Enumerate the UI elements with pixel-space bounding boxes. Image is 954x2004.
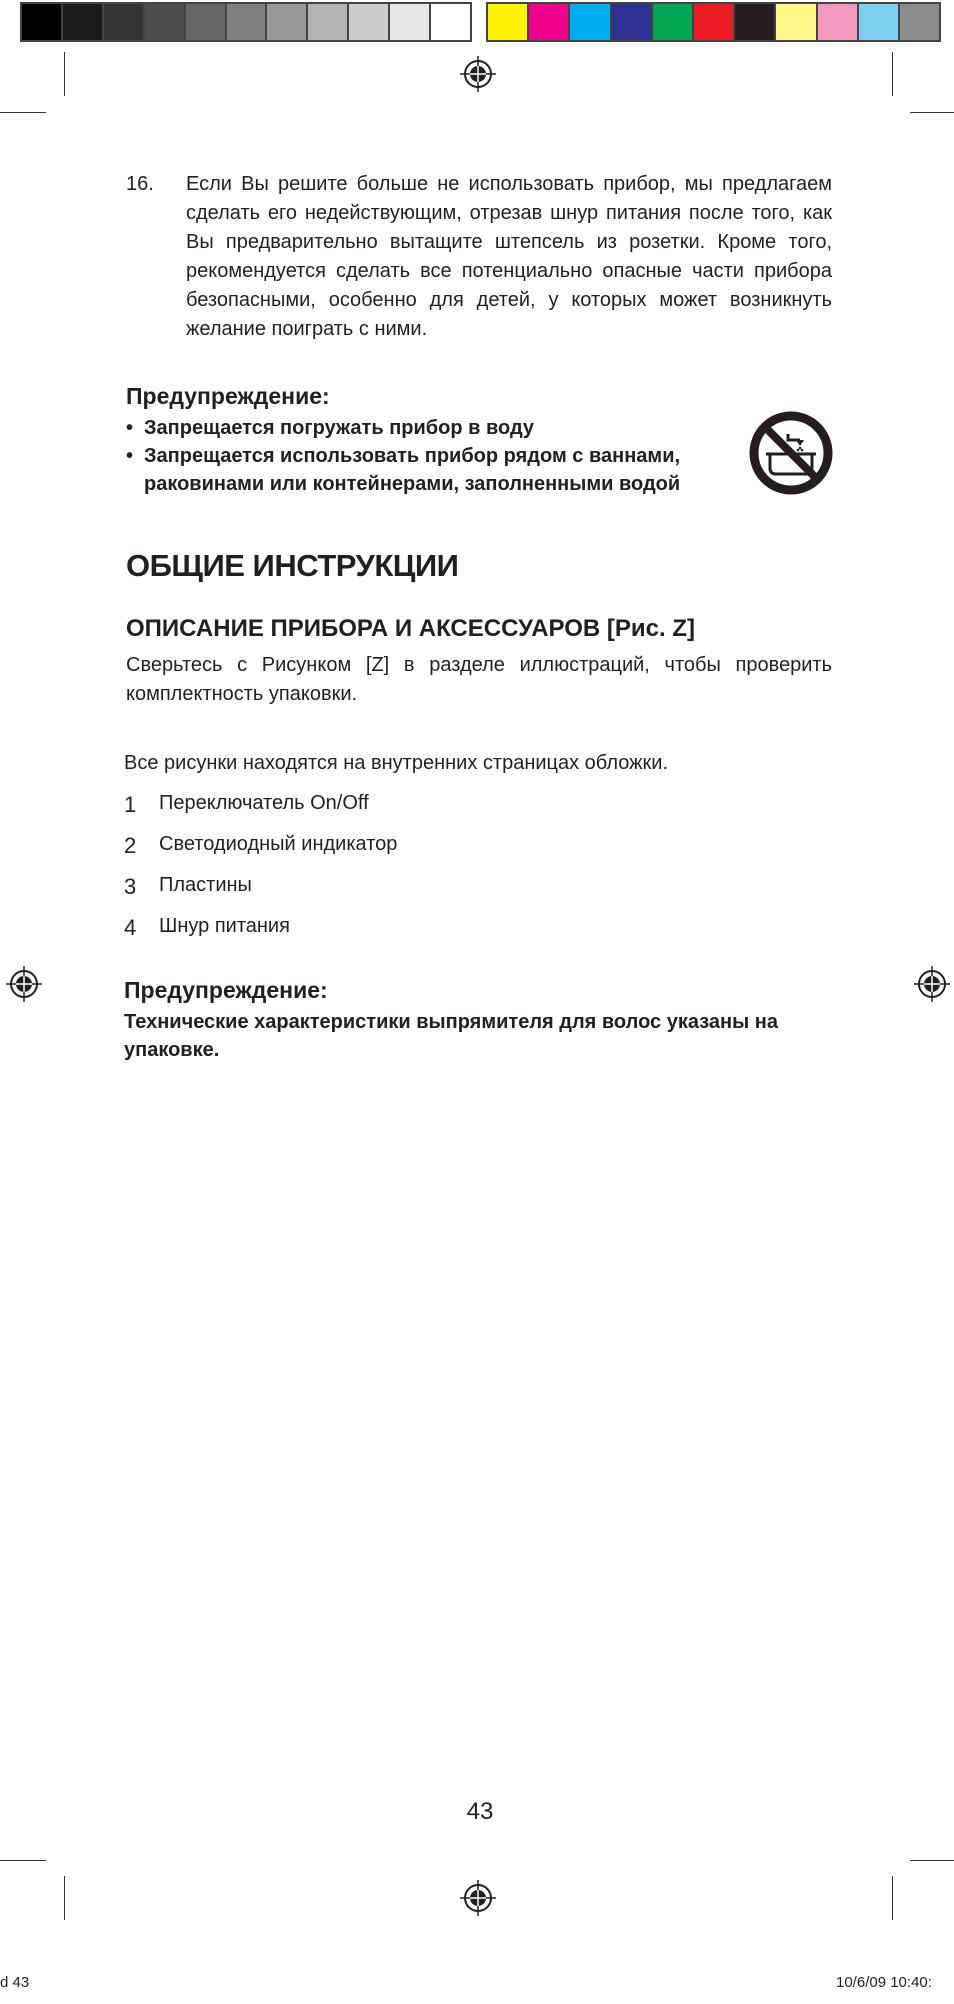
- parts-list: [124, 792, 397, 956]
- color-swatch: [63, 4, 102, 40]
- color-calibration-bar: [486, 2, 941, 42]
- part-label: Переключатель On/Off: [159, 792, 369, 814]
- description-text: Сверьтесь с Рисунком [Z] в разделе иллюстраций, чтобы проверить комплектность упаковки.: [126, 654, 832, 705]
- list-item: [124, 915, 397, 956]
- figures-note: Все рисунки находятся на внутренних страницах обложки.: [124, 752, 668, 774]
- slug-right: 10/6/09 10:40:: [836, 1974, 932, 1991]
- item-number: 16.: [126, 173, 154, 195]
- color-swatch: [529, 4, 568, 40]
- list-item: [124, 874, 397, 915]
- grayscale-calibration-bar: [20, 2, 472, 42]
- list-item: [124, 792, 397, 833]
- crop-mark: [64, 52, 65, 96]
- warning-text: Технические характеристики выпрямителя для волос указаны на упаковке.: [124, 1011, 778, 1061]
- warning-bullet-list: [126, 414, 726, 498]
- item-text: Если Вы решите больше не использовать прибор, мы предлагаем сделать его недействующим, отрезав шнур питания после того, как Вы предварительно вытащите штепсель из розетки. Кроме того, рекомендуется сделать все потенциально опасные части прибора безопасными, особенно для детей, у которых может возникнуть желание поиграть с ними.: [186, 173, 832, 340]
- part-label: Светодиодный индикатор: [159, 833, 398, 855]
- warning-bullet: • Запрещается использовать прибор рядом с ваннами, раковинами или контейнерами, заполненными водой: [126, 442, 726, 498]
- color-swatch: [186, 4, 225, 40]
- crop-mark: [892, 1876, 893, 1920]
- color-swatch: [267, 4, 306, 40]
- color-swatch: [145, 4, 184, 40]
- crop-mark: [910, 112, 954, 113]
- crop-mark: [892, 52, 893, 96]
- registration-mark-icon: [460, 1880, 496, 1916]
- page-number: 43: [466, 1798, 494, 1825]
- color-swatch: [22, 4, 61, 40]
- part-label: Шнур питания: [159, 915, 290, 937]
- color-swatch: [653, 4, 692, 40]
- color-swatch: [859, 4, 898, 40]
- color-swatch: [431, 4, 470, 40]
- subsection-heading: ОПИСАНИЕ ПРИБОРА И АКСЕССУАРОВ [Рис. Z]: [126, 615, 695, 642]
- crop-mark: [0, 112, 46, 113]
- color-swatch: [227, 4, 266, 40]
- color-swatch: [488, 4, 527, 40]
- warning-heading: Предупреждение:: [126, 383, 330, 409]
- list-item: [124, 833, 397, 874]
- color-swatch: [570, 4, 609, 40]
- color-swatch: [735, 4, 774, 40]
- registration-mark-icon: [6, 966, 42, 1002]
- no-water-icon: [748, 410, 834, 496]
- color-swatch: [776, 4, 815, 40]
- registration-mark-icon: [460, 56, 496, 92]
- color-swatch: [900, 4, 939, 40]
- color-swatch: [390, 4, 429, 40]
- warning-bullet: • Запрещается погружать прибор в воду: [126, 414, 726, 442]
- section-heading: ОБЩИЕ ИНСТРУКЦИИ: [126, 548, 459, 583]
- crop-mark: [0, 1860, 46, 1861]
- part-number: 2: [124, 833, 137, 858]
- color-swatch: [349, 4, 388, 40]
- part-number: 4: [124, 915, 137, 940]
- numbered-item-16: [126, 170, 832, 344]
- crop-mark: [64, 1876, 65, 1920]
- color-swatch: [308, 4, 347, 40]
- part-label: Пластины: [159, 874, 252, 896]
- slug-left: d 43: [0, 1974, 30, 1991]
- part-number: 1: [124, 792, 137, 817]
- part-number: 3: [124, 874, 137, 899]
- color-swatch: [694, 4, 733, 40]
- warning-heading: Предупреждение:: [124, 977, 328, 1003]
- color-swatch: [104, 4, 143, 40]
- crop-mark: [910, 1860, 954, 1861]
- color-swatch: [818, 4, 857, 40]
- registration-mark-icon: [914, 966, 950, 1002]
- color-swatch: [612, 4, 651, 40]
